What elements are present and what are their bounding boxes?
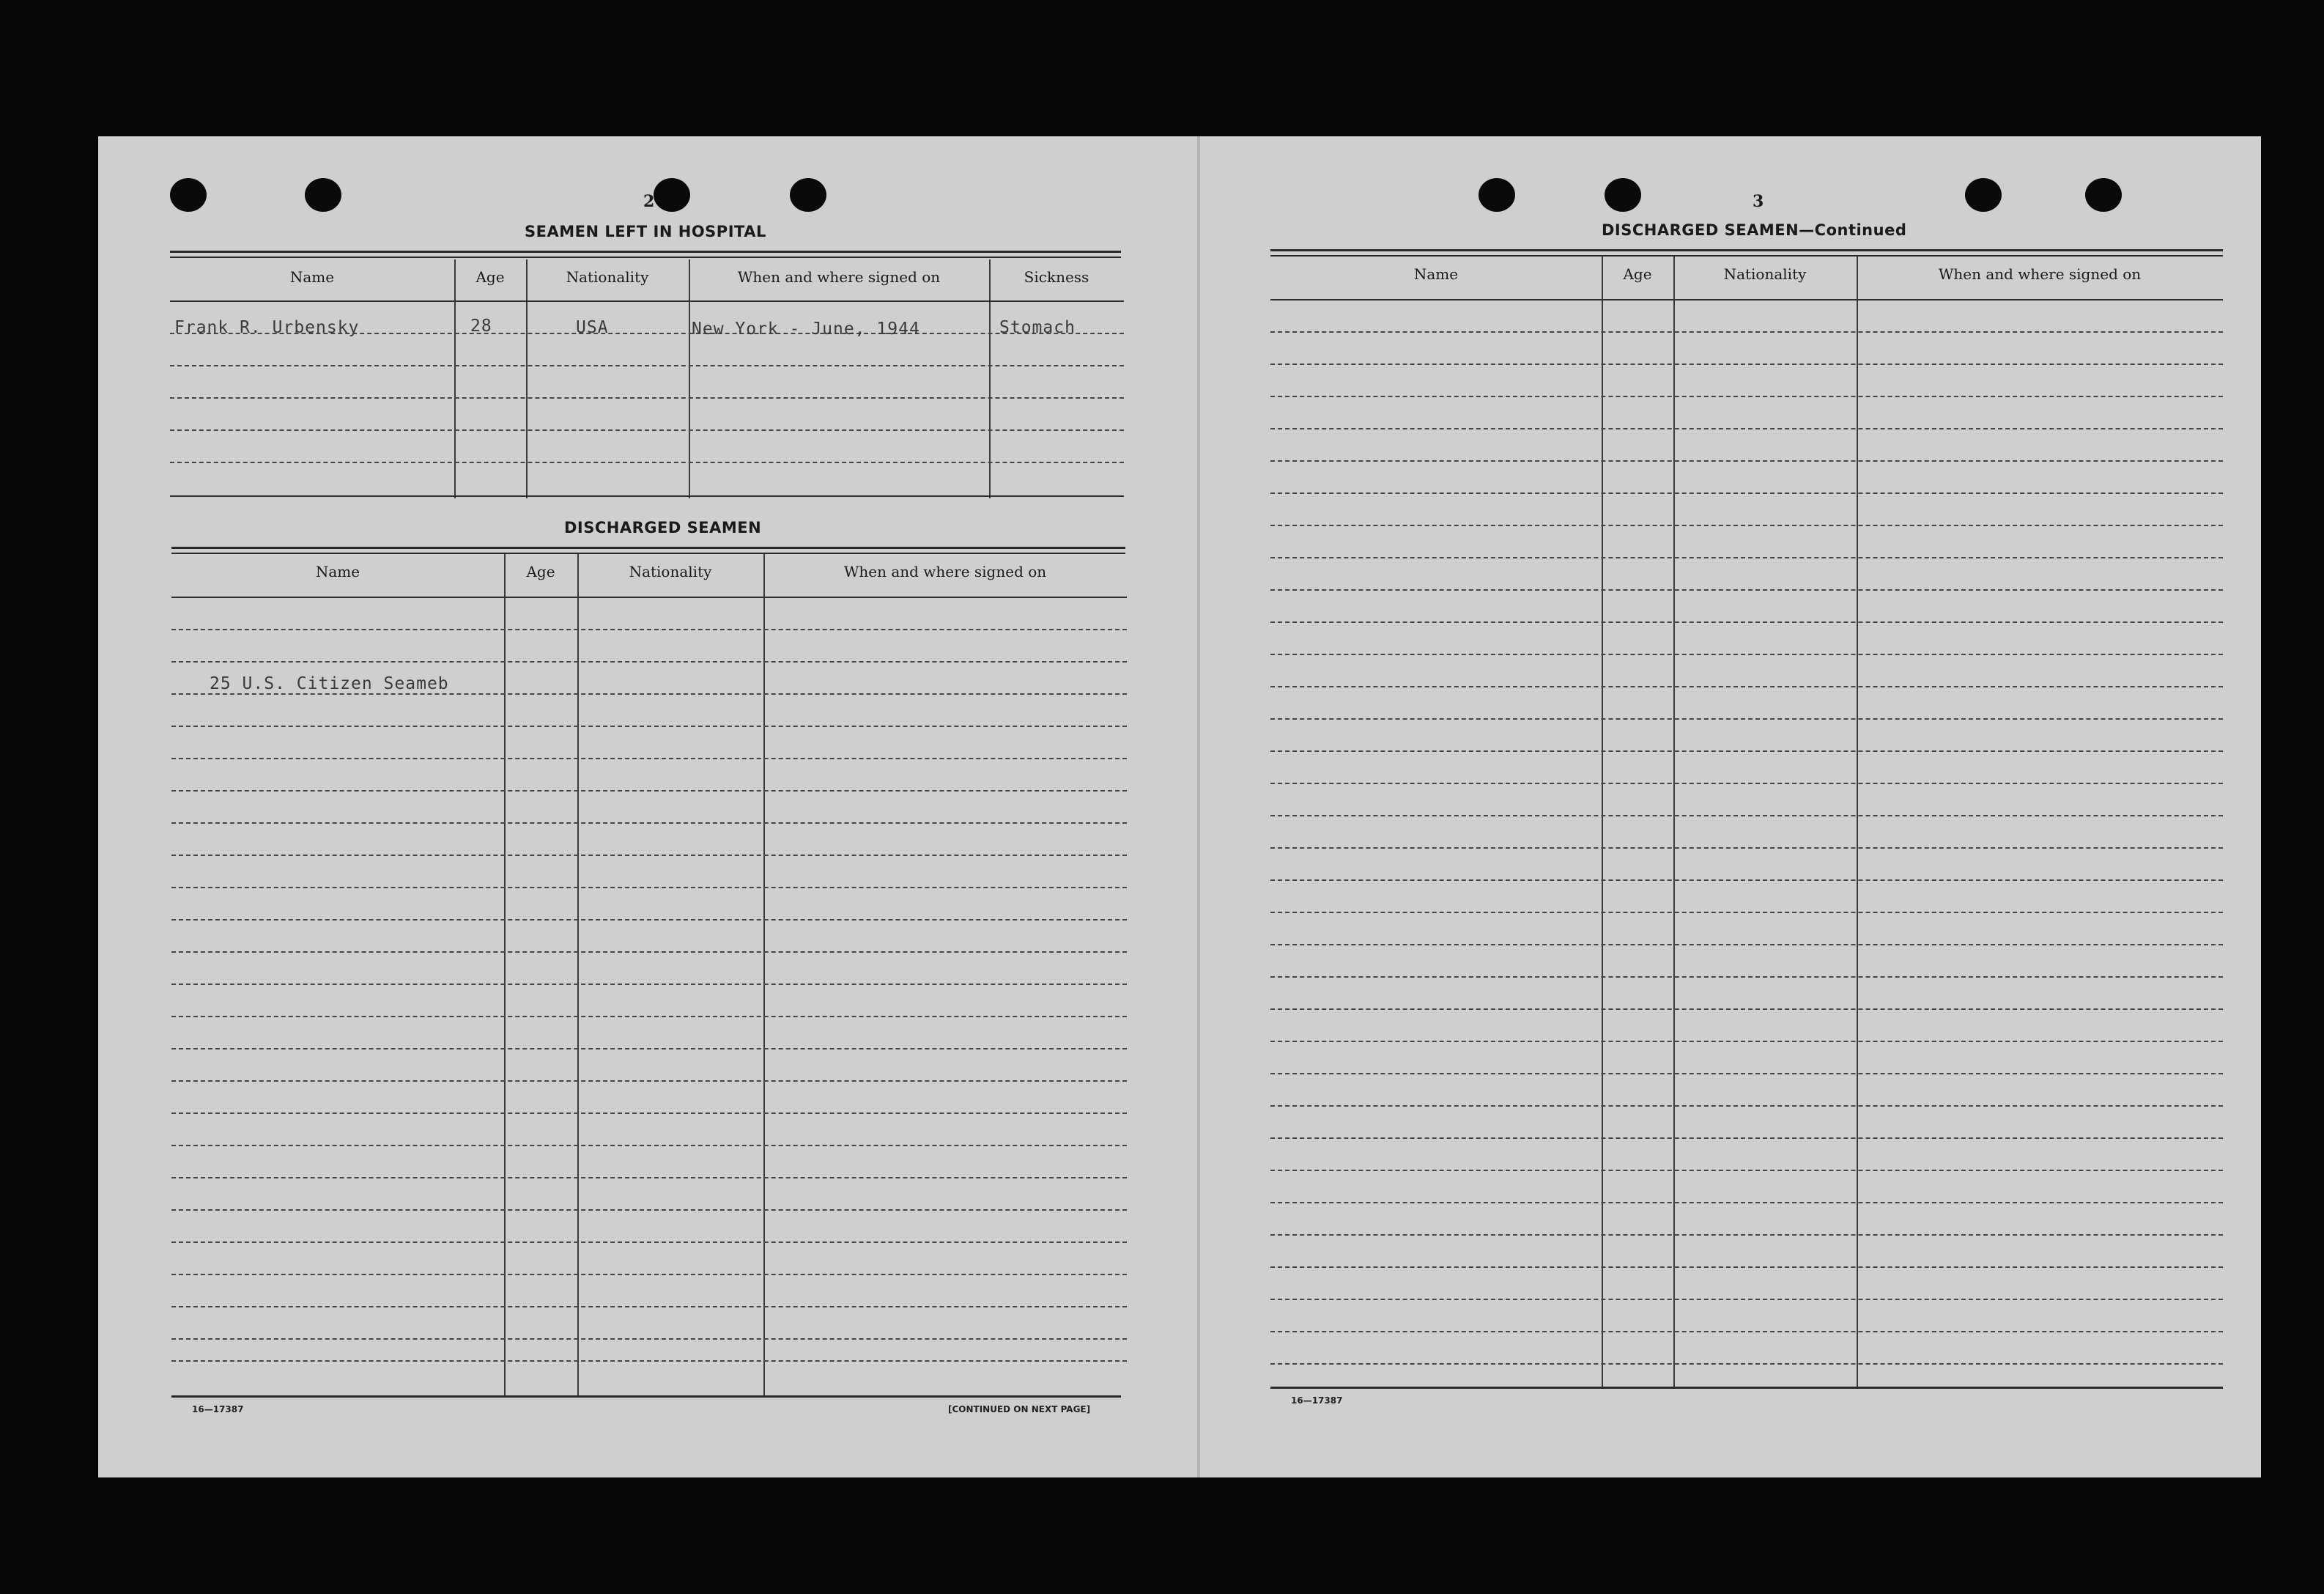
punch-hole (790, 178, 826, 212)
punch-hole (1965, 178, 2002, 212)
row-line (1270, 944, 2223, 945)
punch-hole (1605, 178, 1641, 212)
row-line (171, 790, 1127, 792)
column-divider (504, 554, 506, 1395)
discharged-entry: 25 U.S. Citizen Seameb (210, 674, 449, 693)
row-line (1270, 428, 2223, 429)
row-line (171, 919, 1127, 920)
row-line (171, 758, 1127, 759)
hospital-table (170, 259, 1124, 498)
row-line (171, 1209, 1127, 1211)
page-number-right: 3 (1753, 192, 1764, 211)
row-line (170, 429, 1124, 431)
row-line (170, 365, 1124, 366)
row-line (171, 629, 1127, 630)
bottom-rule (171, 1395, 1121, 1398)
row-line (170, 462, 1124, 463)
bottom-rule (1270, 1387, 2223, 1389)
discharged-continued-title (1602, 221, 1906, 239)
hospital-seaman-age: 28 (470, 317, 492, 336)
header-rule (170, 300, 1124, 302)
column-divider (1602, 257, 1603, 1387)
punch-hole (654, 178, 690, 212)
page-number-left: 2 (643, 192, 655, 211)
row-line (1270, 976, 2223, 978)
row-line (171, 855, 1127, 856)
hospital-seaman-signed-on: New York - June, 1944 (692, 320, 920, 339)
row-line (1270, 912, 2223, 913)
discharged-table-left (171, 554, 1127, 1395)
continued-note: [CONTINUED ON NEXT PAGE] (948, 1404, 1091, 1414)
row-line (1270, 1331, 2223, 1332)
row-line (1270, 621, 2223, 623)
discharged-table-right (1270, 257, 2223, 1387)
row-line (1270, 460, 2223, 462)
row-line (1270, 492, 2223, 494)
column-header-name: Name (1413, 265, 1459, 283)
punch-hole (305, 178, 341, 212)
column-header-sickness: Sickness (1024, 268, 1089, 286)
row-line (1270, 557, 2223, 558)
header-rule (171, 597, 1127, 598)
section-rule (170, 257, 1121, 258)
row-line (171, 726, 1127, 727)
punch-hole (2085, 178, 2122, 212)
column-header-age: Age (475, 268, 505, 286)
row-line (171, 1241, 1127, 1243)
row-line (171, 822, 1127, 824)
row-line (171, 1274, 1127, 1275)
column-divider (1673, 257, 1675, 1387)
column-divider (1857, 257, 1858, 1387)
form-code-right: 16—17387 (1291, 1395, 1343, 1406)
discharged-section-title: DISCHARGED SEAMEN (564, 519, 762, 536)
section-rule (1270, 249, 2223, 251)
column-header-nationality: Nationality (566, 268, 649, 286)
row-line (1270, 750, 2223, 752)
column-header-name: Name (315, 563, 360, 580)
row-line (1270, 364, 2223, 365)
row-line (171, 1177, 1127, 1178)
section-rule (170, 251, 1121, 253)
row-line (171, 1113, 1127, 1114)
row-line (1270, 396, 2223, 397)
row-line (1270, 525, 2223, 526)
row-line (171, 1145, 1127, 1146)
row-line (171, 887, 1127, 888)
punch-hole (170, 178, 207, 212)
row-line (1270, 654, 2223, 655)
column-header-age: Age (1623, 265, 1652, 283)
row-line (1270, 879, 2223, 881)
row-line (1270, 1299, 2223, 1300)
column-header-age: Age (526, 563, 555, 580)
row-line (171, 1338, 1127, 1340)
row-line (171, 1306, 1127, 1307)
row-line (1270, 718, 2223, 720)
row-line (1270, 1105, 2223, 1107)
column-header-nationality: Nationality (629, 563, 712, 580)
column-header-name: Name (289, 268, 335, 286)
row-line (171, 661, 1127, 663)
column-header-signed-on: When and where signed on (737, 268, 941, 286)
row-line (1270, 847, 2223, 849)
hospital-seaman-sickness: Stomach (999, 318, 1076, 337)
column-header-nationality: Nationality (1723, 265, 1807, 283)
discharged-continued-title-main: DISCHARGED SEAMEN (1602, 221, 1799, 239)
punch-hole (1479, 178, 1515, 212)
row-line (1270, 1202, 2223, 1203)
row-line (1270, 1137, 2223, 1139)
row-line (1270, 1073, 2223, 1074)
hospital-seaman-name: Frank R. Urbensky (174, 318, 360, 337)
row-line (1270, 331, 2223, 333)
page-fold (1197, 136, 1200, 1477)
header-rule (1270, 299, 2223, 300)
row-line (171, 1360, 1127, 1362)
row-line (1270, 1363, 2223, 1365)
hospital-seaman-nationality: USA (576, 318, 609, 337)
row-line (171, 1080, 1127, 1082)
column-divider (577, 554, 579, 1395)
row-line (1270, 1234, 2223, 1236)
row-line (171, 693, 1127, 695)
row-line (1270, 1266, 2223, 1268)
row-line (1270, 1170, 2223, 1171)
row-line (1270, 589, 2223, 591)
discharged-continued-suffix: —Continued (1799, 221, 1907, 239)
row-line (1270, 783, 2223, 784)
column-header-signed-on: When and where signed on (1938, 265, 2142, 283)
row-line (1270, 1041, 2223, 1042)
row-line (171, 984, 1127, 985)
row-line (170, 397, 1124, 399)
row-line (1270, 815, 2223, 816)
section-rule (171, 547, 1125, 549)
column-header-signed-on: When and where signed on (843, 563, 1047, 580)
form-code-left: 16—17387 (192, 1404, 244, 1414)
column-divider (763, 554, 765, 1395)
row-line (171, 951, 1127, 953)
row-line (171, 1016, 1127, 1017)
table-bottom-rule (170, 495, 1124, 497)
row-line (1270, 686, 2223, 687)
row-line (171, 1048, 1127, 1049)
row-line (1270, 1008, 2223, 1010)
hospital-section-title: SEAMEN LEFT IN HOSPITAL (525, 223, 766, 240)
